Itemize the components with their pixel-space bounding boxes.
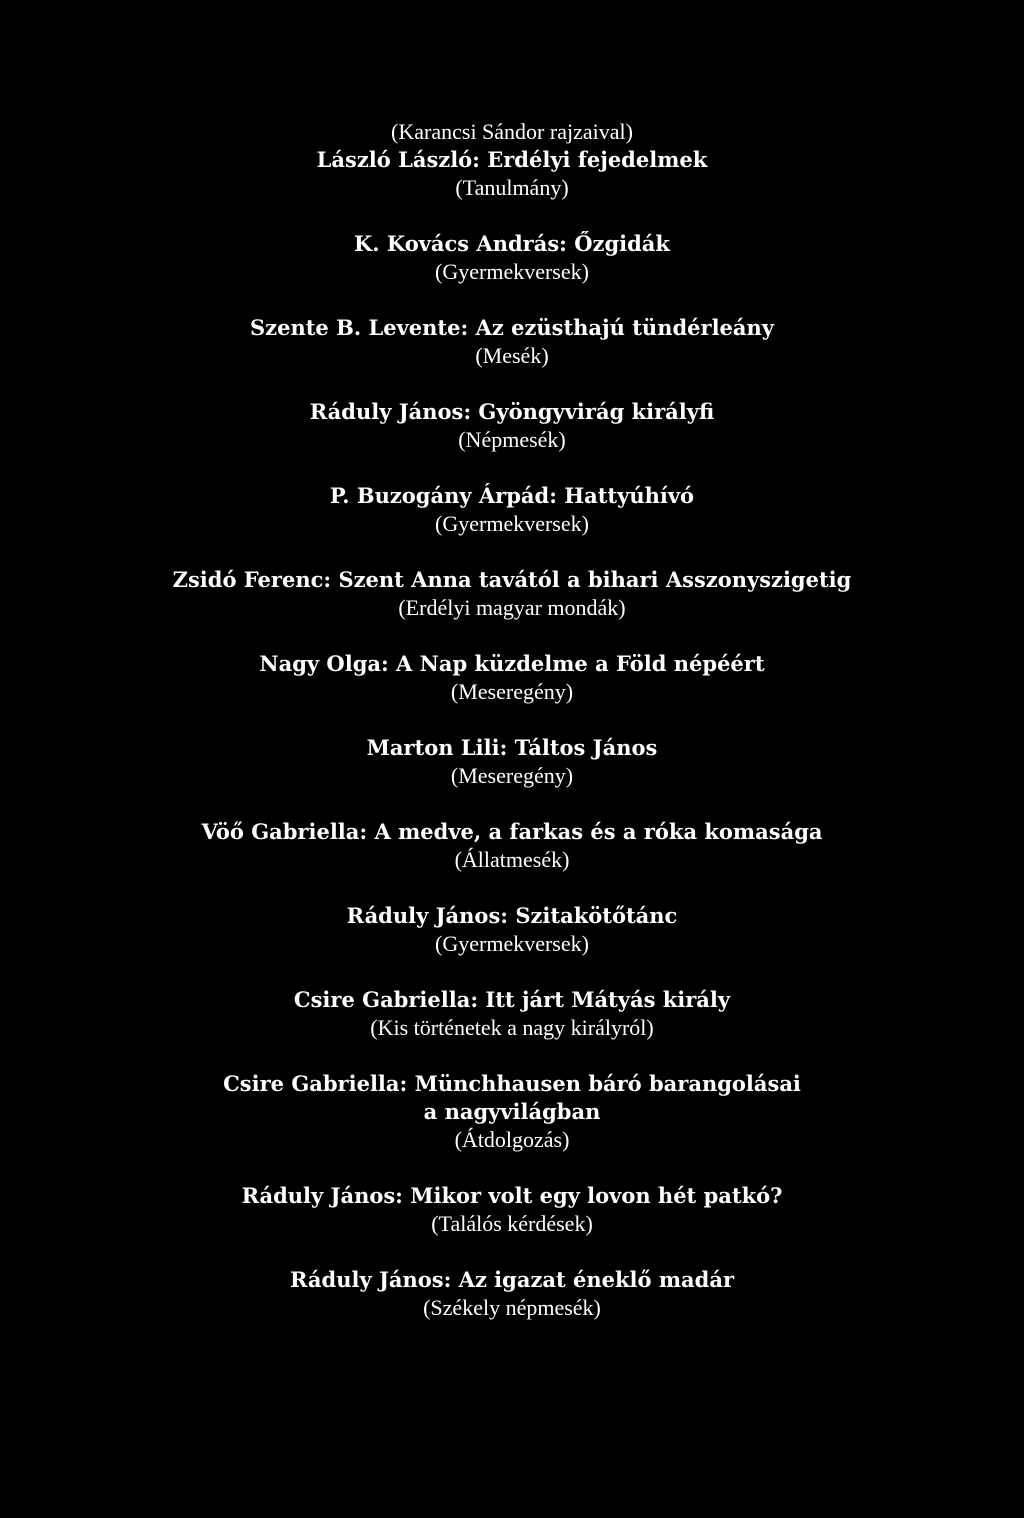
book-genre: (Székely népmesék) xyxy=(423,1295,601,1320)
book-genre: (Kis történetek a nagy királyról) xyxy=(370,1015,654,1040)
book-genre: (Állatmesék) xyxy=(454,847,570,872)
book-genre: (Gyermekversek) xyxy=(435,931,589,956)
book-title: Zsidó Ferenc: Szent Anna tavától a bihari Asszonyszigetig xyxy=(172,567,852,592)
book-entry xyxy=(0,650,1024,706)
book-entry xyxy=(0,482,1024,538)
book-title: Ráduly János: Gyöngyvirág királyfi xyxy=(309,399,715,424)
book-title: Vöő Gabriella: A medve, a farkas és a róka komasága xyxy=(201,819,823,844)
book-genre: (Gyermekversek) xyxy=(435,511,589,536)
book-entry xyxy=(0,1266,1024,1322)
book-entry xyxy=(0,314,1024,370)
book-entry xyxy=(0,818,1024,874)
book-entry xyxy=(0,230,1024,286)
book-entry xyxy=(0,1070,1024,1154)
book-genre: (Népmesék) xyxy=(458,427,566,452)
book-genre: (Meseregény) xyxy=(450,679,574,704)
book-entry xyxy=(0,734,1024,790)
illustrator-note: (Karancsi Sándor rajzaival) xyxy=(391,119,633,144)
book-genre: (Találós kérdések) xyxy=(431,1211,593,1236)
book-entry xyxy=(0,902,1024,958)
book-entry xyxy=(0,986,1024,1042)
book-title: Ráduly János: Szitakötőtánc xyxy=(346,903,678,928)
book-entry xyxy=(0,118,1024,202)
book-entry xyxy=(0,1182,1024,1238)
book-title: Csire Gabriella: Itt járt Mátyás király xyxy=(293,987,731,1012)
book-genre: (Gyermekversek) xyxy=(435,259,589,284)
book-list xyxy=(0,118,1024,1322)
book-title-continued: a nagyvilágban xyxy=(423,1099,601,1124)
book-title: Nagy Olga: A Nap küzdelme a Föld népéért xyxy=(259,651,765,676)
book-genre: (Átdolgozás) xyxy=(454,1127,570,1152)
book-title: Szente B. Levente: Az ezüsthajú tündérleány xyxy=(250,315,774,340)
book-title: P. Buzogány Árpád: Hattyúhívó xyxy=(329,483,695,508)
book-entry xyxy=(0,566,1024,622)
book-genre: (Tanulmány) xyxy=(455,175,569,200)
book-title: László László: Erdélyi fejedelmek xyxy=(316,147,708,172)
book-title: Ráduly János: Az igazat éneklő madár xyxy=(289,1267,735,1292)
book-genre: (Erdélyi magyar mondák) xyxy=(398,595,626,620)
book-genre: (Mesék) xyxy=(475,343,549,368)
book-title: K. Kovács András: Őzgidák xyxy=(354,231,670,256)
book-title: Csire Gabriella: Münchhausen báró barangolásai xyxy=(223,1071,801,1096)
book-genre: (Meseregény) xyxy=(450,763,574,788)
book-title: Marton Lili: Táltos János xyxy=(366,735,658,760)
book-title: Ráduly János: Mikor volt egy lovon hét patkó? xyxy=(241,1183,783,1208)
book-entry xyxy=(0,398,1024,454)
